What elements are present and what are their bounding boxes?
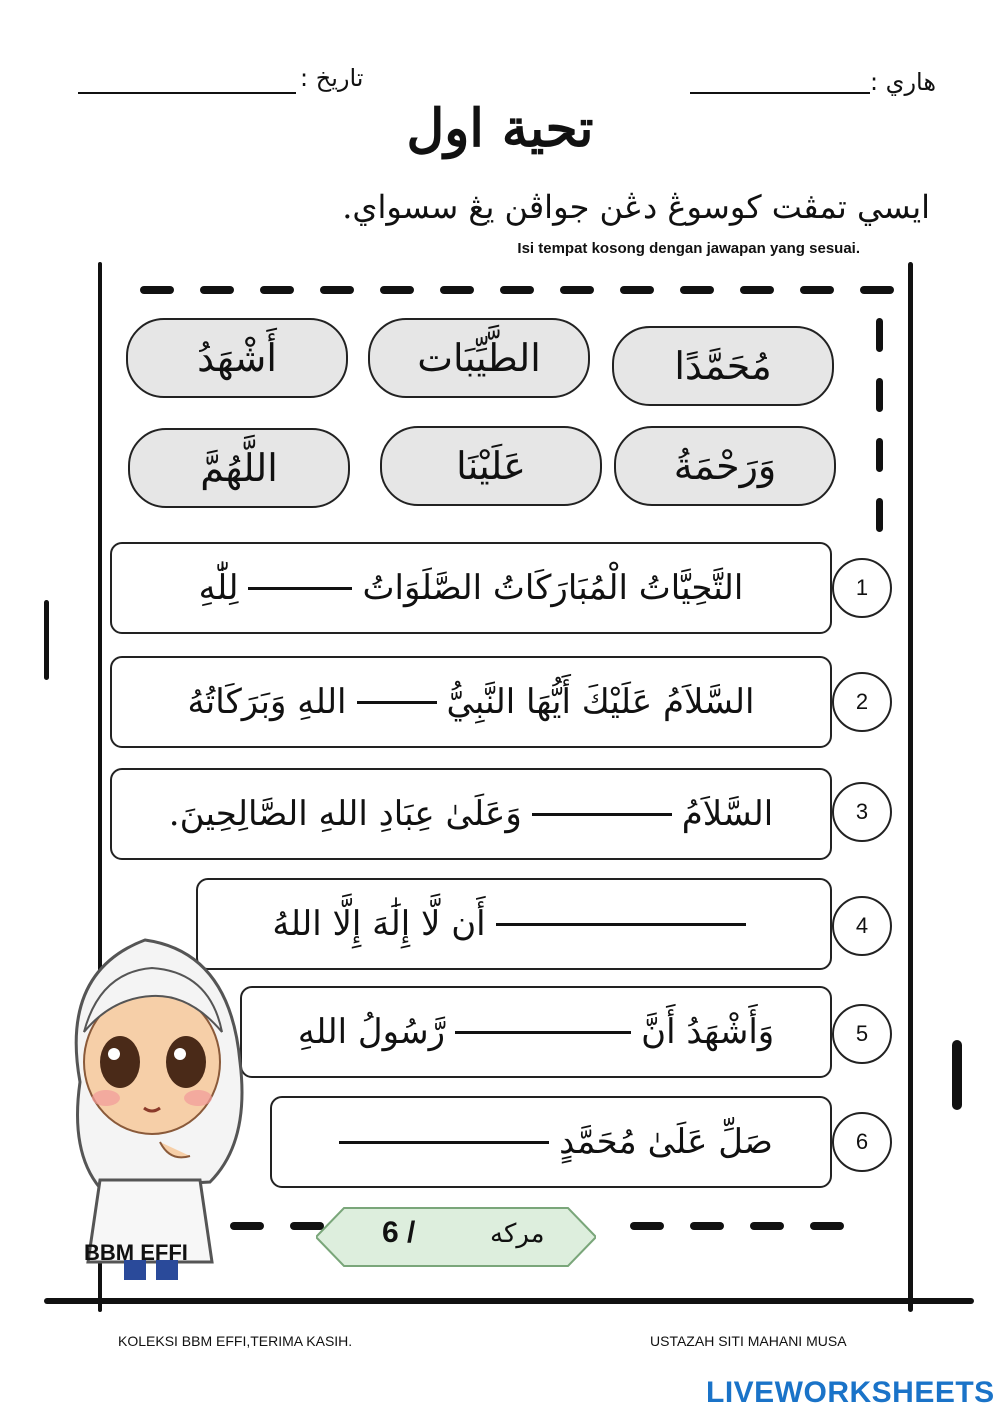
word-bank-item[interactable]: أَشْهَدُ — [126, 318, 348, 398]
dashed-border-right — [876, 318, 883, 532]
word-bank-item[interactable]: اللَّهُمَّ — [128, 428, 350, 508]
day-label: هاري : — [869, 68, 936, 96]
score-label: مركه — [490, 1219, 545, 1249]
answer-blank-6[interactable] — [339, 1141, 549, 1144]
question-text-before: التَّحِيَّاتُ الْمُبَارَكَاتُ الصَّلَوَاتُ — [362, 568, 744, 608]
question-text-before: السَّلاَمُ عَلَيْكَ أَيُّهَا النَّبِيُّ — [446, 682, 755, 722]
question-number-4: 4 — [832, 896, 892, 956]
score-banner — [316, 1206, 596, 1268]
question-number-5: 5 — [832, 1004, 892, 1064]
footer-credit-left: KOLEKSI BBM EFFI,TERIMA KASIH. — [118, 1333, 353, 1349]
instruction-malay: Isi tempat kosong dengan jawapan yang sesuai. — [517, 240, 860, 257]
question-row-4 — [196, 878, 832, 970]
date-input-line[interactable] — [78, 92, 296, 94]
question-row-3 — [110, 768, 832, 860]
question-number-6: 6 — [832, 1112, 892, 1172]
question-text-after: لِلّٰهِ — [198, 568, 239, 608]
word-bank-item[interactable]: مُحَمَّدًا — [612, 326, 834, 406]
day-input-line[interactable] — [690, 92, 870, 94]
frame-left-mark — [44, 600, 49, 680]
question-text-after: اللهِ وَبَرَكَاتُهُ — [187, 682, 347, 722]
frame-right-mark — [952, 1040, 962, 1110]
word-bank-item[interactable]: عَلَيْنَا — [380, 426, 602, 506]
question-row-2 — [110, 656, 832, 748]
question-text-before: السَّلاَمُ — [681, 794, 774, 834]
question-text-after: وَعَلَىٰ عِبَادِ اللهِ الصَّالِحِينَ. — [168, 794, 522, 834]
question-text-before: صَلِّ عَلَىٰ مُحَمَّدٍ — [559, 1122, 773, 1162]
dashed-border-bottom-right — [630, 1222, 844, 1230]
hijab-girl-illustration — [40, 912, 250, 1292]
question-number-1: 1 — [832, 558, 892, 618]
question-number-2: 2 — [832, 672, 892, 732]
score-value: 6 / — [382, 1216, 416, 1249]
frame-right-border — [908, 262, 913, 1312]
answer-blank-1[interactable] — [248, 587, 352, 590]
dashed-border-top — [140, 286, 894, 294]
question-row-6 — [270, 1096, 832, 1188]
date-label: تاريخ : — [300, 64, 364, 92]
liveworksheets-logo[interactable] — [700, 1376, 995, 1410]
answer-blank-4[interactable] — [496, 923, 746, 926]
question-row-5 — [240, 986, 832, 1078]
watermark-text: BBM EFFI — [84, 1240, 188, 1265]
answer-blank-3[interactable] — [532, 813, 672, 816]
question-number-3: 3 — [832, 782, 892, 842]
question-row-1 — [110, 542, 832, 634]
question-text-after: أَن لَّا إِلَٰهَ إِلَّا اللهُ — [272, 904, 486, 944]
word-bank-item[interactable]: الطَّيِّبَات — [368, 318, 590, 398]
footer-credit-right: USTAZAH SITI MAHANI MUSA — [650, 1333, 847, 1349]
answer-blank-5[interactable] — [455, 1031, 631, 1034]
liveworksheets-brand-text: LIVEWORKSHEETS — [706, 1376, 995, 1409]
instruction-jawi: ايسي تمڤت كوسوڠ دڠن جواڤن يڠ سسواي. — [342, 188, 930, 226]
worksheet-title: تحية اول — [406, 98, 594, 159]
question-text-after: رَّسُولُ اللهِ — [297, 1012, 446, 1052]
frame-bottom-border — [44, 1298, 974, 1304]
question-text-before: وَأَشْهَدُ أَنَّ — [641, 1012, 775, 1052]
answer-blank-2[interactable] — [357, 701, 437, 704]
word-bank-item[interactable]: وَرَحْمَةُ — [614, 426, 836, 506]
